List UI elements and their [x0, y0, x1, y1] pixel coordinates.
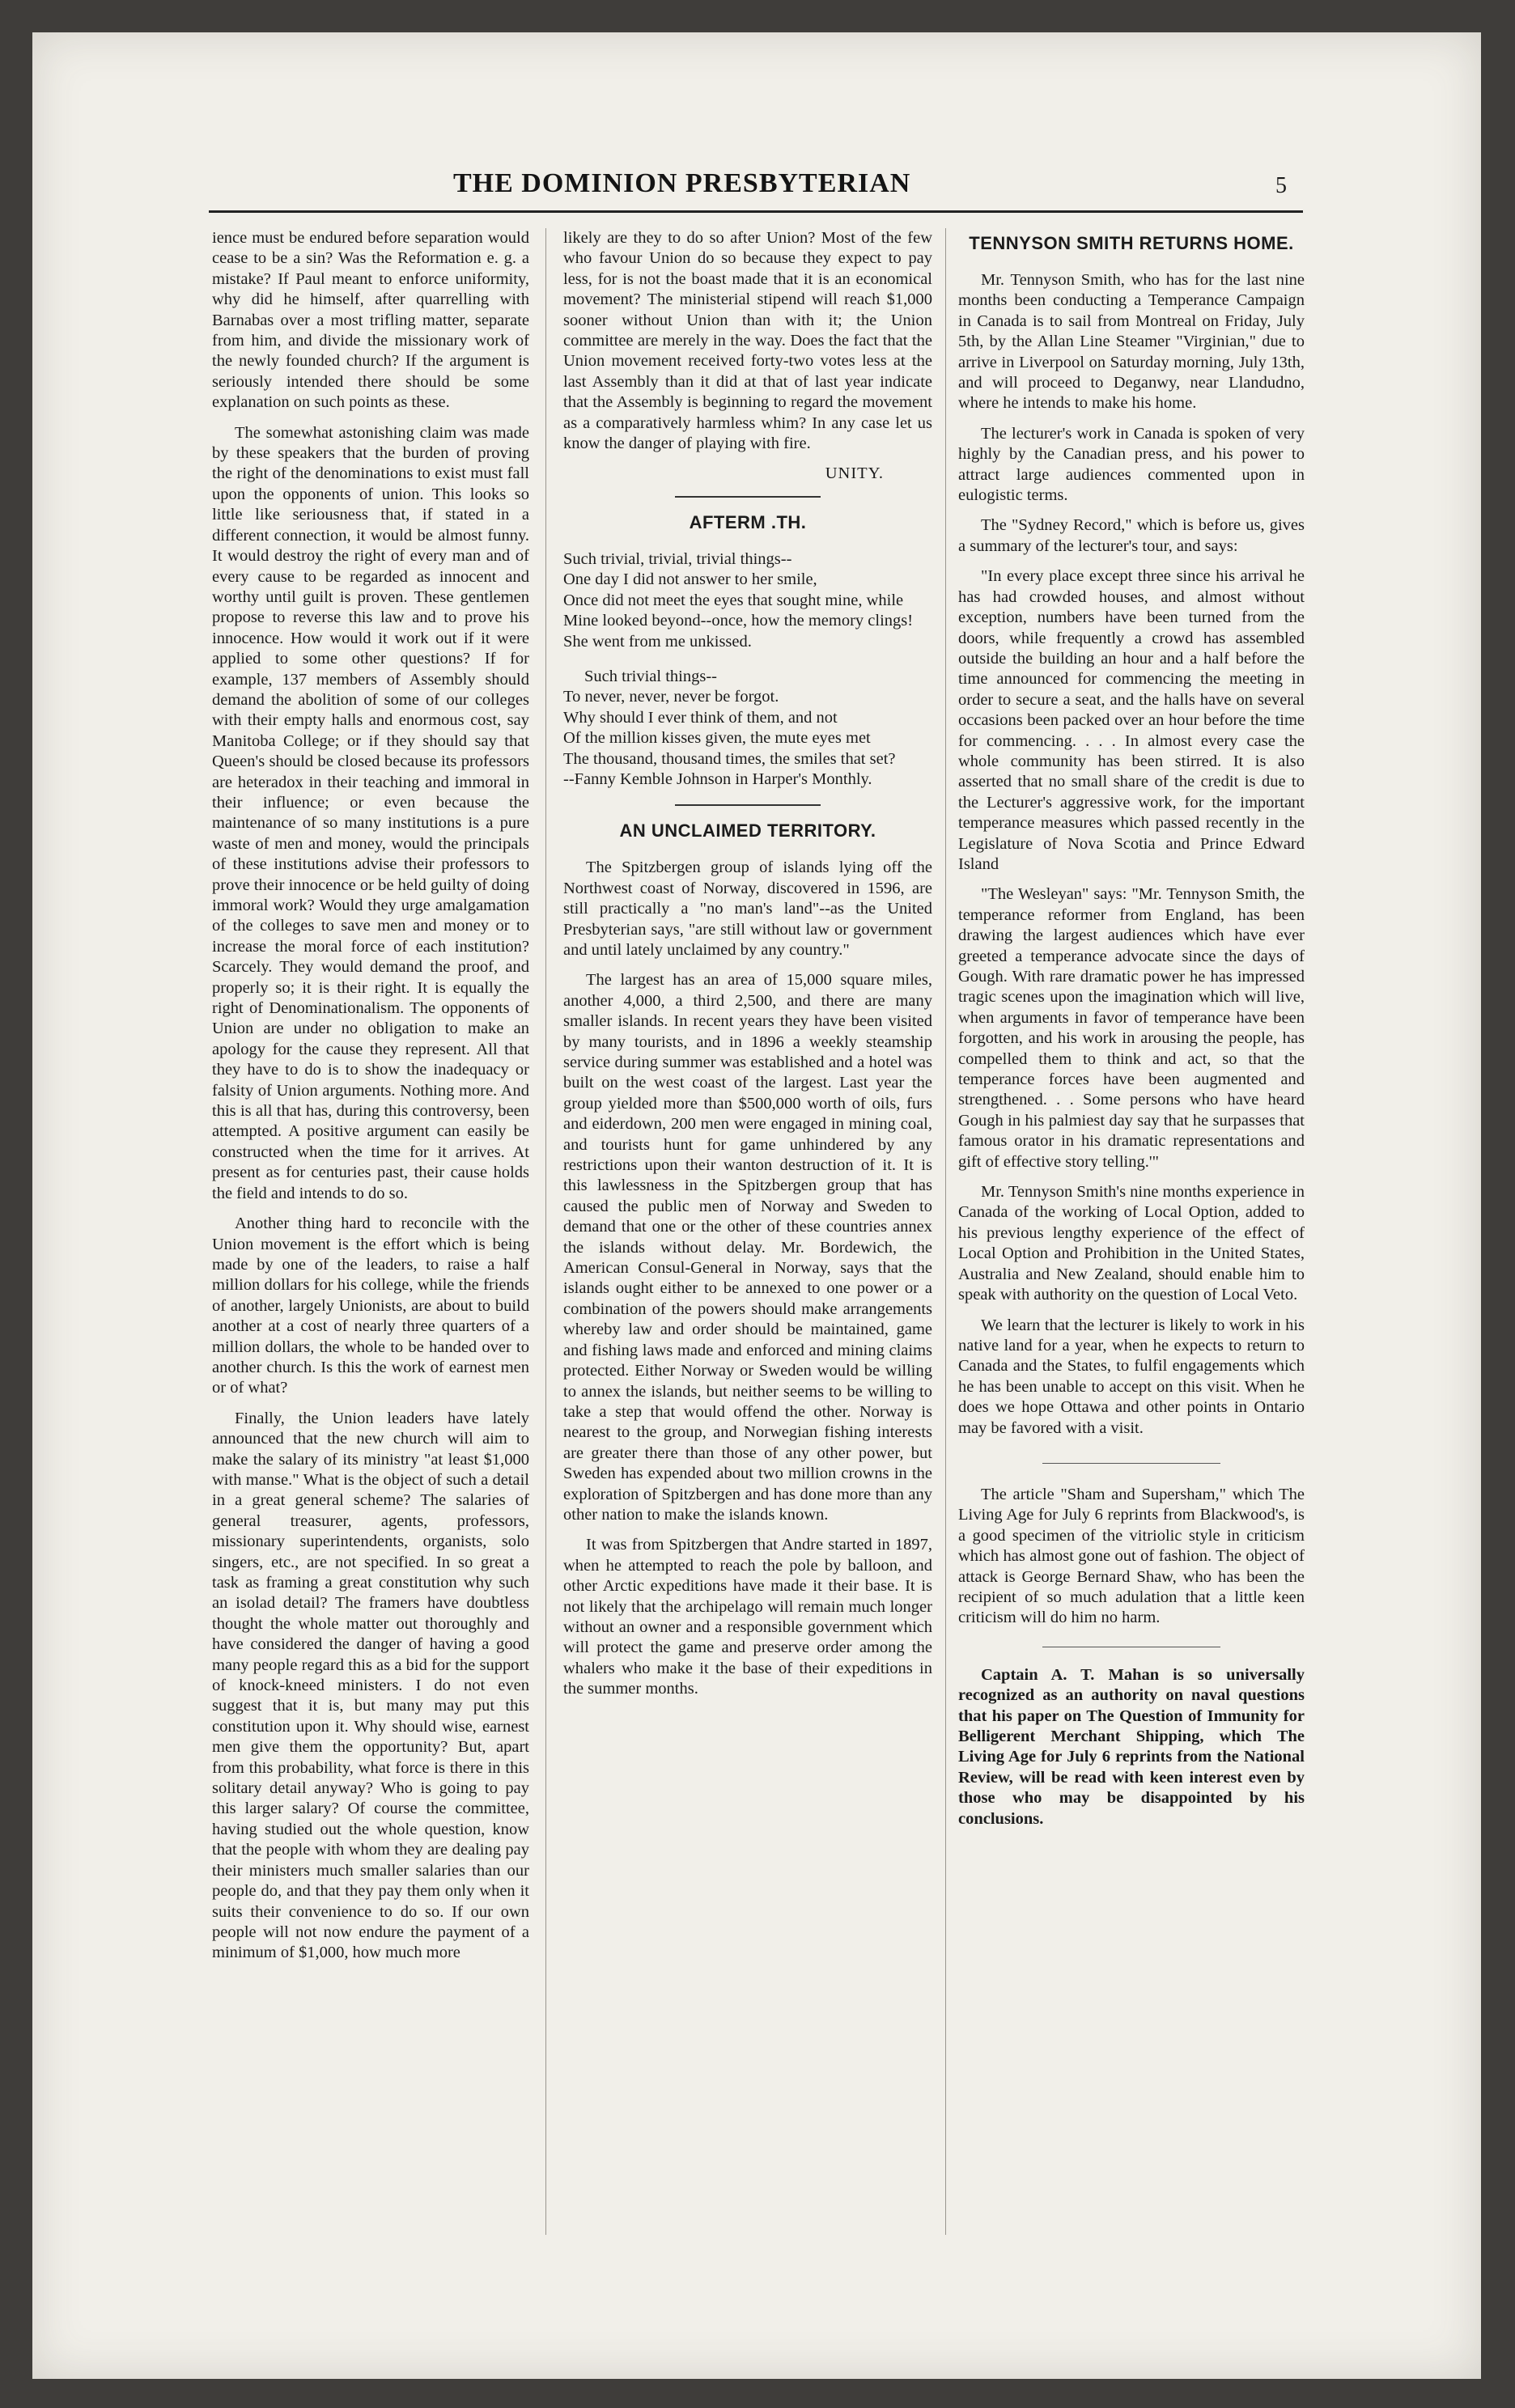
poem-line: To never, never, never be forgot. — [563, 688, 779, 706]
paragraph: The article "Sham and Supersham," which The Living Age for July 6 reprints from Blackwood's, is a good specimen of the vitriolic style in criticism which has almost gone out of fashion. The object of attack is George Bernard Shaw, who has been the recipient of so much adulation that a little keen criticism will do him no harm. — [958, 1485, 1305, 1627]
poem-title: AFTERM .TH. — [689, 511, 807, 532]
poem-line: Of the million kisses given, the mute eyes met — [563, 729, 871, 748]
poem — [563, 549, 932, 790]
section-rule — [1042, 1463, 1220, 1464]
column-3 — [958, 228, 1305, 1839]
poem-line: The thousand, thousand times, the smiles that set? — [563, 749, 896, 768]
paragraph: The "Sydney Record," which is before us, gives a summary of the lecturer's tour, and says: — [958, 516, 1305, 555]
paragraph: The largest has an area of 15,000 square miles, another 4,000, a third 2,500, and there are many smaller islands. In recent years they have been visited by many tourists, and in 1896 a weekly steamship service during summer was established and a hotel was built on the west coast of the largest. Last year the group yielded more than $500,000 worth of oils, furs and eiderdown, 200 men were engaged in mining coal, and tourists hunt for game unhindered by any restrictions upon their wanton destruction of it. It is this lawlessness in the Spitzbergen group that has caused the public men of Norway and Sweden to demand that one or the other of these countries annex the islands without delay. Mr. Bordewich, the American Consul-General in Norway, says that the islands ought either to be annexed to one power or a combination of the powers should make arrangements whereby law and order should be maintained, game and fishing laws made and enforced and mining claims protected. Either Norway or Sweden would be willing to annex the islands, but neither seems to be willing to take a step that would offend the other. Norway is nearest to the group, and Norwegian fishing interests are greater there than those of any other power, but Sweden has expended about two million crowns in the exploration of Spitzbergen and has done more than any other nation to make the islands known. — [563, 971, 932, 1524]
section-rule — [675, 496, 821, 498]
paragraph: Finally, the Union leaders have lately announced that the new church will aim to make the salary of its ministry "at least $1,000 with manse." What is the object of such a detail in a great general scheme? The salaries of general treasurer, agents, professors, missionary superintendents, organists, solo singers, etc., are not specified. In so great a task as framing a great constitution why such an isolad detail? The framers have doubtless thought the whole matter out thoroughly and have considered the danger of having a good many people regard this as a bid for the support of knock-kneed ministers. I do not even suggest that it is, but many may put this constitution upon it. Why should wise, earnest men give them the opportunity? But, apart from this probability, what force is there in this solitary detail anyway? Who is going to pay this larger salary? Of course the committee, having studied out the whole question, know that the people with whom they are dealing pay their ministers much smaller salaries than our people do, and that they pay them only when it suits their convenience to do so. If our own people will not now endure the payment of a minimum of $1,000, how much more — [212, 1409, 529, 1962]
paragraph: Mr. Tennyson Smith's nine months experience in Canada of the working of Local Option, added to his previous lengthy experience of the effect of Local Option and Prohibition in the United States, Australia and New Zealand, should enable him to speak with authority on the question of Local Veto. — [958, 1183, 1305, 1304]
signature: UNITY. — [825, 464, 884, 483]
poem-stanza — [563, 667, 932, 790]
paragraph: The lecturer's work in Canada is spoken of very highly by the Canadian press, and his power to attract large audiences commented upon in eulogistic terms. — [958, 424, 1305, 505]
poem-stanza — [563, 549, 932, 652]
article-title: AN UNCLAIMED TERRITORY. — [619, 820, 876, 842]
paragraph: likely are they to do so after Union? Most of the few who favour Union do so because they expect to pay less, for is not the boast made that it is an economical movement? The ministerial stipend will reach $1,000 sooner without Union than with it; the Union committee are merely in the way. Does the fact that the Union movement received forty-two votes less at the last Assembly than it did at that of last year indicate that the Assembly is beginning to regard the movement as a comparatively harmless whim? In any case let us know the danger of playing with fire. — [563, 229, 932, 453]
column-2 — [563, 228, 932, 1710]
paragraph: "The Wesleyan" says: "Mr. Tennyson Smith, the temperance reformer from England, has been drawing the largest audiences which have ever greeted a temperance advocate since the days of Gough. With rare dramatic power he has impressed tragic scenes upon the imagination which will live, when arguments in favor of temperance have been forgotten, and his work in arousing the people, has compelled them to think and act, so that the temperance forces have been augmented and strengthened. . . Some persons who have heard Gough in his palmiest day say that he surpasses that famous orator in his dramatic representations and gift of effective story telling.'" — [958, 885, 1305, 1171]
section-rule — [675, 804, 821, 806]
poem-line: Why should I ever think of them, and not — [563, 708, 838, 727]
masthead-title: THE DOMINION PRESBYTERIAN — [453, 168, 911, 198]
paragraph: Another thing hard to reconcile with the Union movement is the effort which is being made by one of the leaders, to raise a half million dollars for his college, while the friends of another, largely Unionists, are about to build another at a cost of nearly three quarters of a million dollars, the whole to be handed over to another church. Is this the work of earnest men or of what? — [212, 1215, 529, 1397]
paragraph: The Spitzbergen group of islands lying off the Northwest coast of Norway, discovered in 1596, are still practically a "no man's land"--as the United Presbyterian says, "are still without law or government and until lately unclaimed by any country." — [563, 858, 932, 959]
column-divider — [545, 228, 546, 2235]
paragraph: Captain A. T. Mahan is so universally recognized as an authority on naval questions that his paper on The Question of Immunity for Belligerent Merchant Shipping, which The Living Age for July 6 reprints from the National Review, will be read with keen interest even by those who may be disappointed by his conclusions. — [958, 1665, 1305, 1828]
paragraph: We learn that the lecturer is likely to work in his native land for a year, when he expects to return to Canada and the States, to fulfil engagements which he has been unable to accept on this visit. When he does we hope Ottawa and other points in Ontario may be favored with a visit. — [958, 1316, 1305, 1437]
paragraph: It was from Spitzbergen that Andre started in 1897, when he attempted to reach the pole by balloon, and other Arctic expeditions have made it their base. It is not likely that the archipelago will remain much longer without an owner and a responsible government which will protect the game and preserve order among the whalers who make it the base of their expeditions in the summer months. — [563, 1536, 932, 1698]
column-1 — [212, 228, 529, 1973]
paragraph: "In every place except three since his arrival he has had crowded houses, and almost without exception, numbers have been turned from the doors, while frequently a crowd has assembled outside the building an hour and a half before the time announced for commencing the meeting in order to secure a seat, and the halls have on several occasions been packed over an hour before the time for commencing. . . . In almost every case the whole community has been stirred. It is also asserted that no small share of the credit is due to the Lecturer's aggressive work, for the important temperance measures which passed recently in the Legislature of Nova Scotia and Prince Edward Island — [958, 567, 1305, 873]
article-title: TENNYSON SMITH RETURNS HOME. — [969, 233, 1294, 253]
poem-attribution: --Fanny Kemble Johnson in Harper's Monthly. — [563, 769, 872, 788]
paragraph: The somewhat astonishing claim was made by these speakers that the burden of proving the right of the denominations to exist must fall upon the opponents of union. This looks so little like seriousness that, if stated in a different connection, it would be almost funny. It would destroy the right of every man and of every cause to be regarded as innocent and worthy until guilt is proven. These gentlemen propose to reverse this law and to prove his innocence. How would it work out if it were applied to some other questions? If for example, 137 members of Assembly should demand the abolition of some of our colleges with their empty halls and enormous cost, say Manitoba College; or if they should say that Queen's should be closed because its professors are heteradox in their teaching and immoral in their influence; or even because the maintenance of so many institutions is a pure waste of men and money, would the principals of these institutions advise their professors to prove their innocence or be held guilty of doing immoral work? Would they urge amalgamation of the colleges to save men and money or to increase the moral force of each institution? Scarcely. They would demand the proof, and properly so; it is their right. It is equally the right of Denominationalism. The opponents of Union are under no obligation to make an apology for the cause they represent. All that they have to do is to show the inadequacy or falsity of Union arguments. Nothing more. And this is all that has, during this controversy, been attempted. A positive argument can easily be constructed when the time for it arrives. At present as for centuries past, their cause holds the field and intends to do so. — [212, 423, 529, 1202]
masthead-rule — [209, 210, 1303, 213]
poem-line: She went from me unkissed. — [563, 632, 752, 651]
poem-line: Such trivial, trivial, trivial things-- — [563, 549, 792, 568]
column-divider — [945, 228, 946, 2235]
poem-line: One day I did not answer to her smile, — [563, 570, 817, 589]
poem-line: Mine looked beyond--once, how the memory clings! — [563, 612, 914, 630]
paragraph: ience must be endured before separation would cease to be a sin? Was the Reformation e. g. a mistake? If Paul meant to enforce uniformity, why did he himself, after quarrelling with Barnabas over a most trifling matter, separate from him, and divide the missionary work of the newly founded church? If the argument is seriously intended there should be some explanation on such points as these. — [212, 229, 529, 412]
poem-line: Once did not meet the eyes that sought mine, while — [563, 591, 904, 609]
page-number: 5 — [1275, 173, 1287, 198]
paragraph: Mr. Tennyson Smith, who has for the last nine months been conducting a Temperance Campaign in Canada is to sail from Montreal on Friday, July 5th, by the Allan Line Steamer "Virginian," due to arrive in Liverpool on Saturday morning, July 13th, and will proceed to Deganwy, near Llandudno, where he intends to make his home. — [958, 271, 1305, 413]
poem-line: Such trivial things-- — [584, 667, 717, 685]
